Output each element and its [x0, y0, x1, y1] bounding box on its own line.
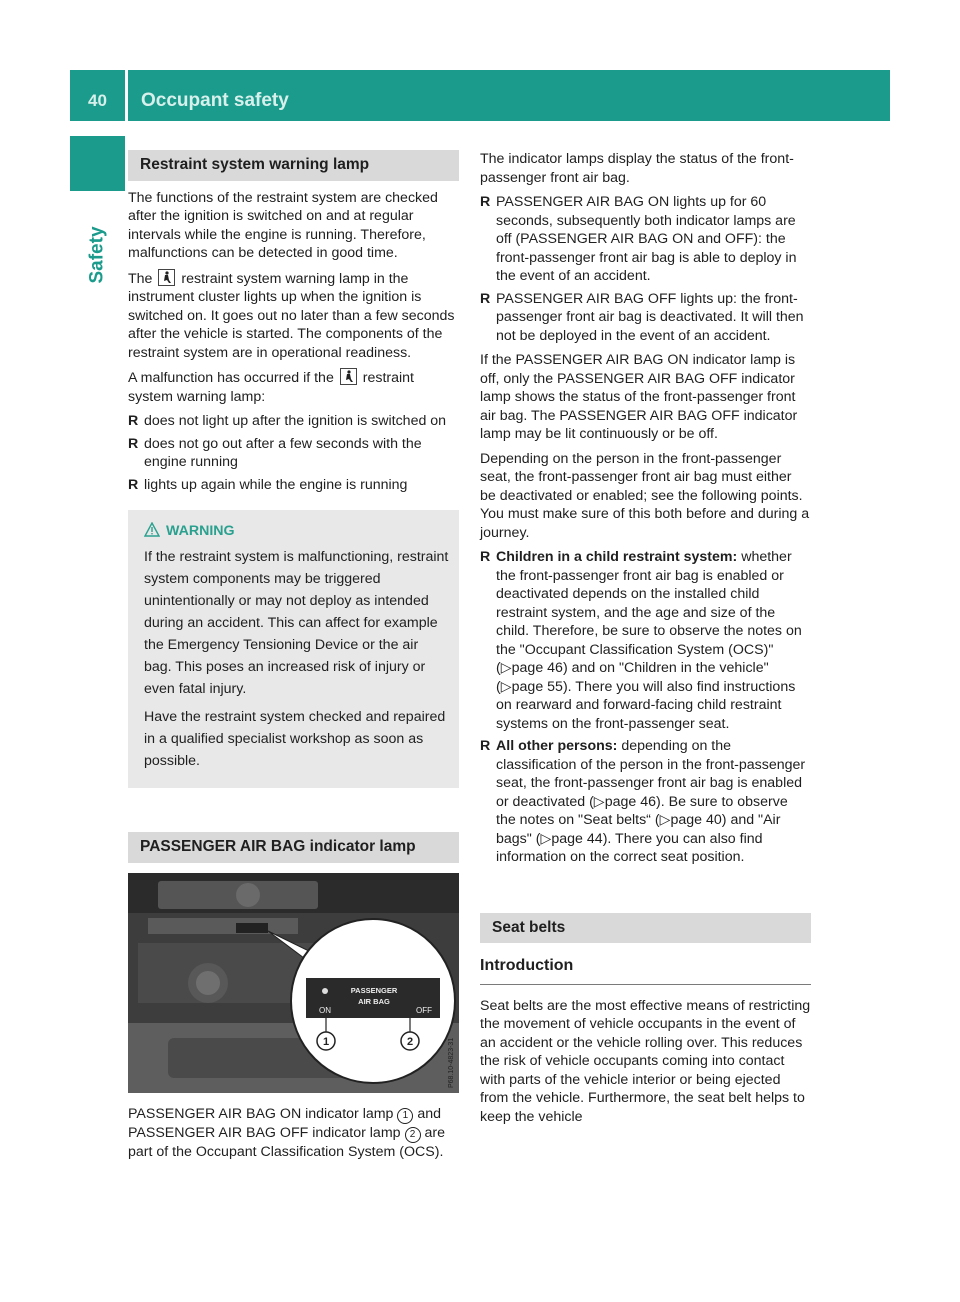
warning-triangle-icon [144, 522, 160, 537]
callout-2-ref: 2 [405, 1127, 421, 1143]
list-item [480, 193, 811, 286]
list-item [480, 290, 811, 346]
spacer [480, 873, 811, 913]
list-item [128, 435, 459, 472]
spacer [128, 798, 459, 832]
warning-text: If the restraint system is malfunctioning, restraint system components may be triggered unintentionally or may not deploy as intended during an accident. This can affect for example the Emergency Tensioning Device or the air bag. This poses an increased risk of injury or even fatal injury. [144, 549, 449, 697]
right-column [480, 150, 811, 1132]
page-ref-arrow-icon: ▷ [659, 812, 671, 828]
list-item [128, 412, 459, 431]
page-ref-arrow-icon: ▷ [540, 830, 552, 847]
text: ). There you will also find instructions on rearward and forward-facing child restraint systems on the front-passenger seat. [496, 678, 796, 732]
bullet-mark: R [480, 290, 491, 307]
page-ref-link[interactable]: page 55 [511, 678, 563, 695]
text: and PASSENGER AIR BAG OFF indicator lamp [128, 1105, 442, 1141]
paragraph [128, 368, 459, 406]
paragraph: If the PASSENGER AIR BAG ON indicator lamp is off, only the PASSENGER AIR BAG OFF indicator lamp shows the status of the front-passenger front air bag. The PASSENGER AIR BAG OFF indicator lamp may be lit continuously or be off. [480, 352, 798, 442]
left-column [128, 150, 459, 1167]
bullet-mark: R [480, 738, 491, 754]
text: PASSENGER AIR BAG ON indicator lamp [128, 1105, 394, 1122]
text: ). Be sure to observe the notes on "Seat belts“ ( [496, 793, 788, 828]
page-ref-arrow-icon: ▷ [500, 678, 512, 695]
section-tab-marker [70, 136, 125, 191]
section-heading-seat-belts: Seat belts [480, 913, 811, 944]
figure-on-label: ON [319, 1005, 331, 1015]
subheading-introduction: Introduction [480, 951, 811, 985]
page-ref-arrow-icon: ▷ [593, 793, 605, 810]
text: restraint system warning lamp in the instrument cluster lights up when the ignition is switched on. It goes out no later than a few seconds after the vehicle is started. The components of the restraint system are in operational readiness. [128, 270, 455, 361]
callout-1: 1 [322, 1035, 330, 1048]
side-label [78, 200, 118, 310]
page-ref-link[interactable]: page 40 [670, 812, 722, 828]
bullet-list [128, 412, 459, 494]
page-ref-link[interactable]: page 46 [604, 793, 657, 810]
text: ) and on "Children in the vehicle" ( [496, 660, 769, 695]
figure-label-line2: AIR BAG [358, 996, 390, 1006]
bullet-mark: R [128, 476, 139, 493]
list-item [480, 548, 811, 733]
list-item [128, 476, 459, 495]
text: whether the front-passenger front air bag is enabled or deactivated depends on the installed child restraint system, and the age and size of the child. Therefore, be sure to observe the notes on the "Occupant Classification System (OCS)" ( [496, 549, 802, 676]
page-ref-link[interactable]: page 46 [511, 660, 563, 676]
list-item-title: Children in a child restraint system: [496, 549, 738, 565]
page-number: 40 [88, 91, 107, 110]
figure-label-line1: PASSENGER [350, 985, 398, 995]
restraint-warning-icon [158, 269, 175, 286]
warning-text: Have the restraint system checked and repaired in a qualified specialist workshop as soon as possible. [144, 709, 446, 769]
figure-code: P68.10-4823-31 [448, 1037, 455, 1088]
list-item-text: does not light up after the ignition is switched on [144, 413, 447, 429]
text: depending on the classification of the person in the front-passenger seat, the front-passenger front air bag is enabled or deactivated ( [496, 738, 806, 810]
side-label-text: Safety [87, 226, 108, 284]
page-ref-link[interactable]: page 44 [551, 830, 603, 847]
paragraph: Depending on the person in the front-passenger seat, the front-passenger front air bag must either be deactivated or enabled; see the following points. You must make sure of this both before and during a journey. [480, 450, 810, 541]
header-divider [125, 70, 128, 121]
paragraph: The indicator lamps display the status of the front-passenger front air bag. [480, 151, 794, 186]
paragraph: The functions of the restraint system are checked after the ignition is switched on and at regular intervals while the engine is running. Therefore, malfunctions can be detected in good time. [128, 189, 438, 261]
callout-2: 2 [406, 1035, 414, 1048]
warning-title-text: WARNING [166, 523, 235, 539]
text: are part of the Occupant Classification System (OCS). [128, 1124, 445, 1160]
bullet-list [480, 548, 811, 867]
bullet-mark: R [480, 194, 491, 210]
section-heading-passenger-airbag: PASSENGER AIR BAG indicator lamp [128, 832, 459, 863]
callout-1-ref: 1 [397, 1108, 413, 1124]
page-title: Occupant safety [141, 90, 289, 111]
text: ) and "Air bags" ( [496, 812, 781, 847]
page-ref-arrow-icon: ▷ [500, 660, 512, 676]
figure-off-label: OFF [416, 1005, 432, 1015]
restraint-warning-icon [340, 368, 357, 385]
list-item-title: All other persons: [496, 738, 618, 754]
warning-title [144, 520, 449, 542]
figure-caption [128, 1105, 459, 1162]
bullet-mark: R [480, 549, 491, 565]
bullet-mark: R [128, 413, 139, 429]
text: restraint system warning lamp: [128, 370, 414, 405]
warning-box [128, 510, 459, 788]
text: A malfunction has occurred if the [128, 370, 334, 386]
section-heading-restraint-lamp: Restraint system warning lamp [128, 150, 459, 181]
list-item-text: lights up again while the engine is running [144, 476, 408, 493]
dashboard-indicator-photo [128, 873, 459, 1093]
text: The [128, 270, 153, 287]
bullet-list [480, 193, 811, 345]
list-item-text: PASSENGER AIR BAG OFF lights up: the front-passenger front air bag is deactivated. It will then not be deployed in the event of an accident. [496, 290, 804, 344]
text: ). There you can also find information on the correct seat position. [496, 830, 763, 865]
bullet-mark: R [128, 435, 139, 452]
paragraph: Seat belts are the most effective means of restricting the movement of vehicle occupants in the event of an accident or the vehicle rolling over. This reduces the risk of vehicle occupants coming into contact with parts of the vehicle interior or being ejected from the vehicle. Furthermore, the seat belt helps to keep the vehicle [480, 997, 811, 1125]
list-item-text: PASSENGER AIR BAG ON lights up for 60 seconds, subsequently both indicator lamps are off (PASSENGER AIR BAG ON and OFF): the front-passenger front air bag is able to deploy in the event of an accident. [496, 194, 797, 284]
list-item-text: does not go out after a few seconds with the engine running [144, 435, 422, 470]
paragraph [128, 269, 459, 363]
list-item [480, 737, 811, 867]
